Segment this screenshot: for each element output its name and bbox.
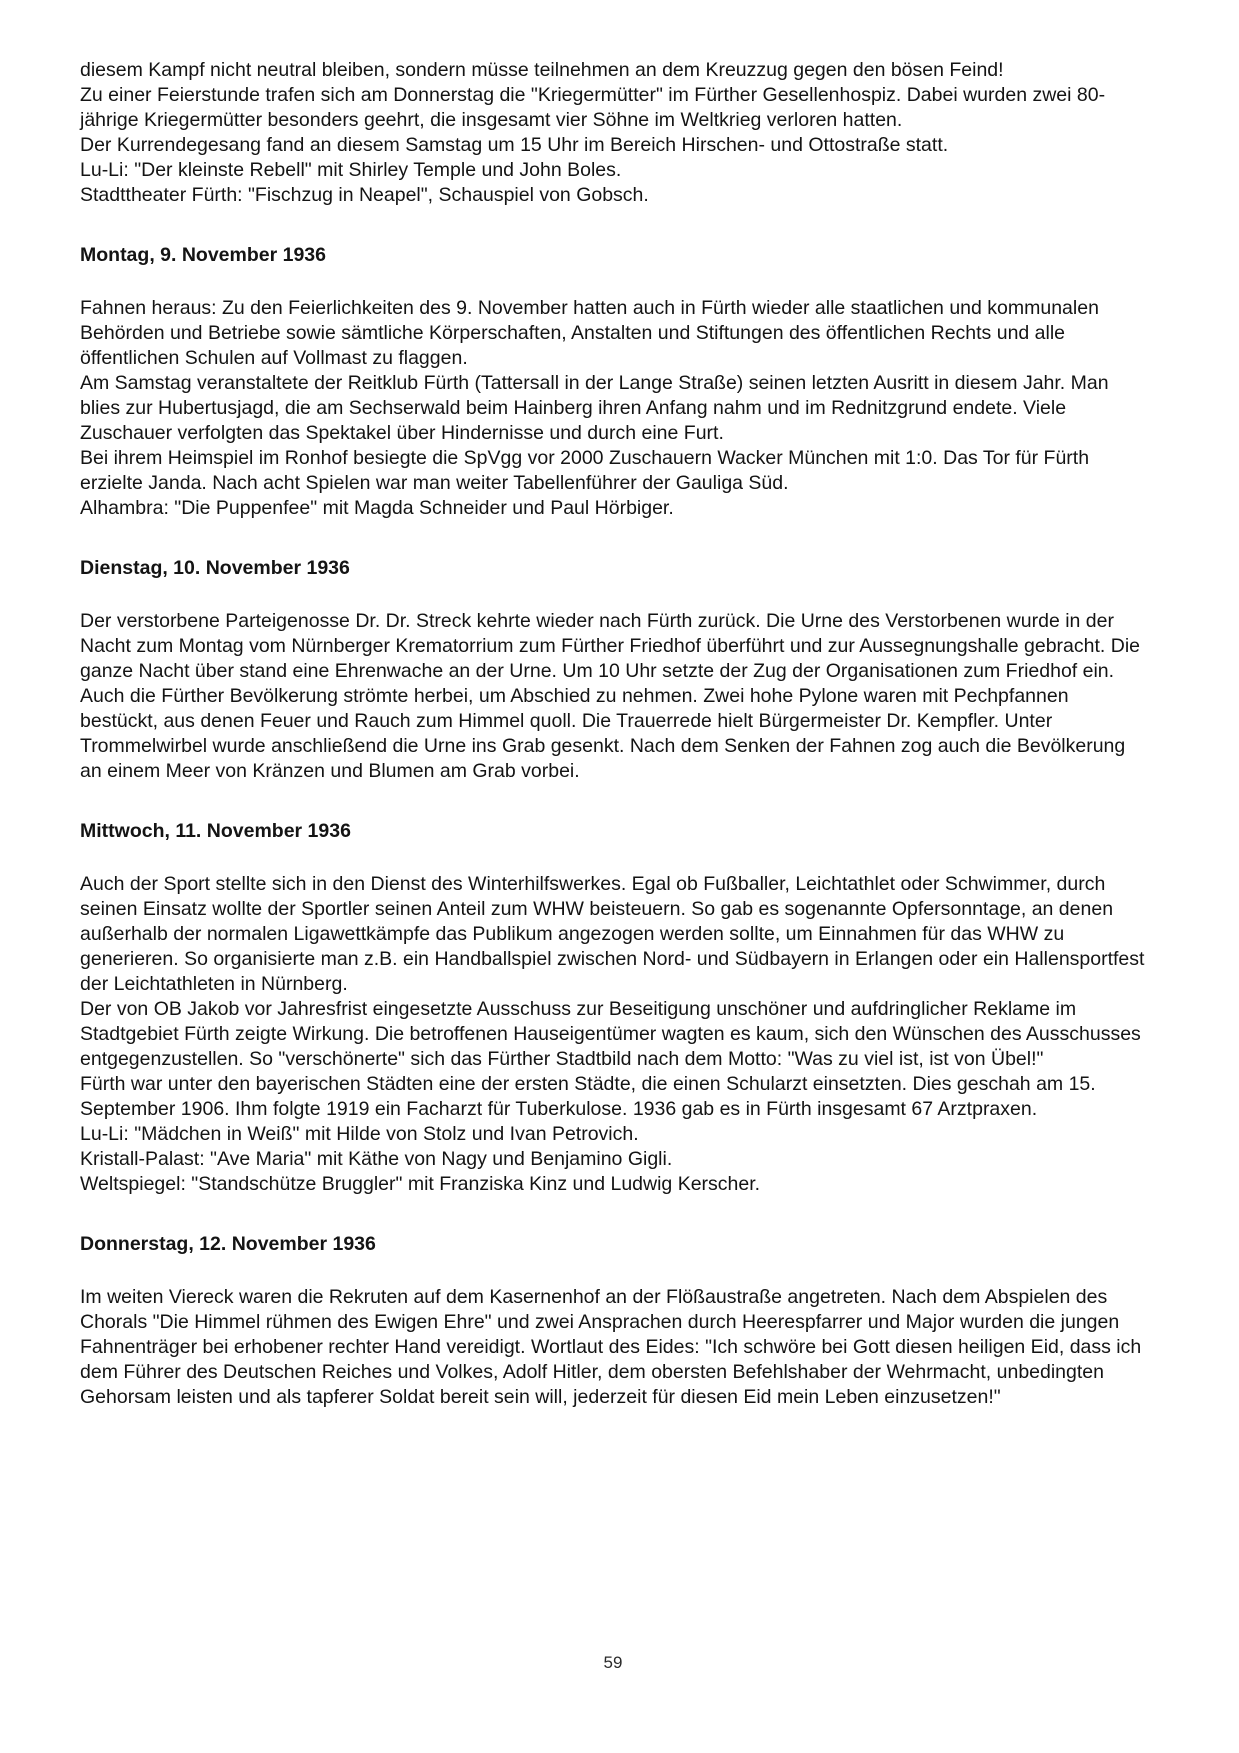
paragraph: Der von OB Jakob vor Jahresfrist eingesetzte Ausschuss zur Beseitigung unschöner und aufdringlicher Reklame im Stadtgebiet Fürth zeigte Wirkung. Die betroffenen Hauseigentümer wagten es kaum, sich den Wünschen des Ausschusses entgegenzustellen. So "verschönerte" sich das Fürther Stadtbild nach dem Motto: "Was zu viel ist, ist von Übel!"	[80, 998, 1141, 1070]
paragraph: Zu einer Feierstunde trafen sich am Donnerstag die "Kriegermütter" im Fürther Gesellenhospiz. Dabei wurden zwei 80-jährige Kriegermütter besonders geehrt, die insgesamt vier Söhne im Weltkrieg verloren hatten.	[80, 84, 1106, 131]
paragraph: Am Samstag veranstaltete der Reitklub Fürth (Tattersall in der Lange Straße) seinen letzten Ausritt in diesem Jahr. Man blies zur Hubertusjagd, die am Sechserwald beim Hainberg ihren Anfang nahm und im Rednitzgrund endete. Viele Zuschauer verfolgten das Spektakel über Hindernisse und durch eine Furt.	[80, 372, 1109, 444]
paragraph: Im weiten Viereck waren die Rekruten auf dem Kasernenhof an der Flößaustraße angetreten. Nach dem Abspielen des Chorals "Die Himmel rühmen des Ewigen Ehre" und zwei Ansprachen durch Heerespfarrer und Major wurden die jungen Fahnenträger bei erhobener rechter Hand vereidigt. Wortlaut des Eides: "Ich schwöre bei Gott diesen heiligen Eid, dass ich dem Führer des Deutschen Reiches und Volkes, Adolf Hitler, dem obersten Befehlshaber der Wehrmacht, unbedingten Gehorsam leisten und als tapferer Soldat bereit sein will, jederzeit für diesen Eid mein Leben einzusetzen!"	[80, 1286, 1142, 1408]
paragraph: diesem Kampf nicht neutral bleiben, sondern müsse teilnehmen an dem Kreuzzug gegen den bösen Feind!	[80, 59, 1004, 81]
date-heading: Mittwoch, 11. November 1936	[80, 820, 351, 842]
paragraph: Stadttheater Fürth: "Fischzug in Neapel", Schauspiel von Gobsch.	[80, 184, 649, 206]
paragraph: Der verstorbene Parteigenosse Dr. Dr. Streck kehrte wieder nach Fürth zurück. Die Urne des Verstorbenen wurde in der Nacht zum Montag vom Nürnberger Krematorrium zum Fürther Friedhof überführt und zur Aussegnungshalle gebracht. Die ganze Nacht über stand eine Ehrenwache an der Urne. Um 10 Uhr setzte der Zug der Organisationen zum Friedhof ein. Auch die Fürther Bevölkerung strömte herbei, um Abschied zu nehmen. Zwei hohe Pylone waren mit Pechpfannen bestückt, aus denen Feuer und Rauch zum Himmel quoll. Die Trauerrede hielt Bürgermeister Dr. Kempfler. Unter Trommelwirbel wurde anschließend die Urne ins Grab gesenkt. Nach dem Senken der Fahnen zog auch die Bevölkerung an einem Meer von Kränzen und Blumen am Grab vorbei.	[80, 610, 1140, 782]
paragraph: Auch der Sport stellte sich in den Dienst des Winterhilfswerkes. Egal ob Fußballer, Leichtathlet oder Schwimmer, durch seinen Einsatz wollte der Sportler seinen Anteil zum WHW beisteuern. So gab es sogenannte Opfersonntage, an denen außerhalb der normalen Ligawettkämpfe das Publikum angezogen werden sollte, um Einnahmen für das WHW zu generieren. So organisierte man z.B. ein Handballspiel zwischen Nord- und Südbayern in Erlangen oder ein Hallensportfest der Leichtathleten in Nürnberg.	[80, 873, 1145, 995]
paragraph: Fahnen heraus: Zu den Feierlichkeiten des 9. November hatten auch in Fürth wieder alle staatlichen und kommunalen Behörden und Betriebe sowie sämtliche Körperschaften, Anstalten und Stiftungen des öffentlichen Rechts und alle öffentlichen Schulen auf Vollmast zu flaggen.	[80, 297, 1099, 369]
date-heading: Dienstag, 10. November 1936	[80, 557, 350, 579]
document-content	[80, 58, 1146, 1410]
page-number: 59	[603, 1653, 623, 1672]
paragraph: Lu-Li: "Der kleinste Rebell" mit Shirley Temple und John Boles.	[80, 159, 622, 181]
date-heading: Montag, 9. November 1936	[80, 244, 326, 266]
date-heading: Donnerstag, 12. November 1936	[80, 1233, 376, 1255]
paragraph: Kristall-Palast: "Ave Maria" mit Käthe von Nagy und Benjamino Gigli.	[80, 1148, 673, 1170]
paragraph: Der Kurrendegesang fand an diesem Samstag um 15 Uhr im Bereich Hirschen- und Ottostraße statt.	[80, 134, 949, 156]
paragraph: Bei ihrem Heimspiel im Ronhof besiegte die SpVgg vor 2000 Zuschauern Wacker München mit 1:0. Das Tor für Fürth erzielte Janda. Nach acht Spielen war man weiter Tabellenführer der Gauliga Süd.	[80, 447, 1090, 494]
paragraph: Alhambra: "Die Puppenfee" mit Magda Schneider und Paul Hörbiger.	[80, 497, 674, 519]
paragraph: Fürth war unter den bayerischen Städten eine der ersten Städte, die einen Schularzt einsetzten. Dies geschah am 15. September 1906. Ihm folgte 1919 ein Facharzt für Tuberkulose. 1936 gab es in Fürth insgesamt 67 Arztpraxen.	[80, 1073, 1096, 1120]
paragraph: Weltspiegel: "Standschütze Bruggler" mit Franziska Kinz und Ludwig Kerscher.	[80, 1173, 761, 1195]
paragraph: Lu-Li: "Mädchen in Weiß" mit Hilde von Stolz und Ivan Petrovich.	[80, 1123, 639, 1145]
